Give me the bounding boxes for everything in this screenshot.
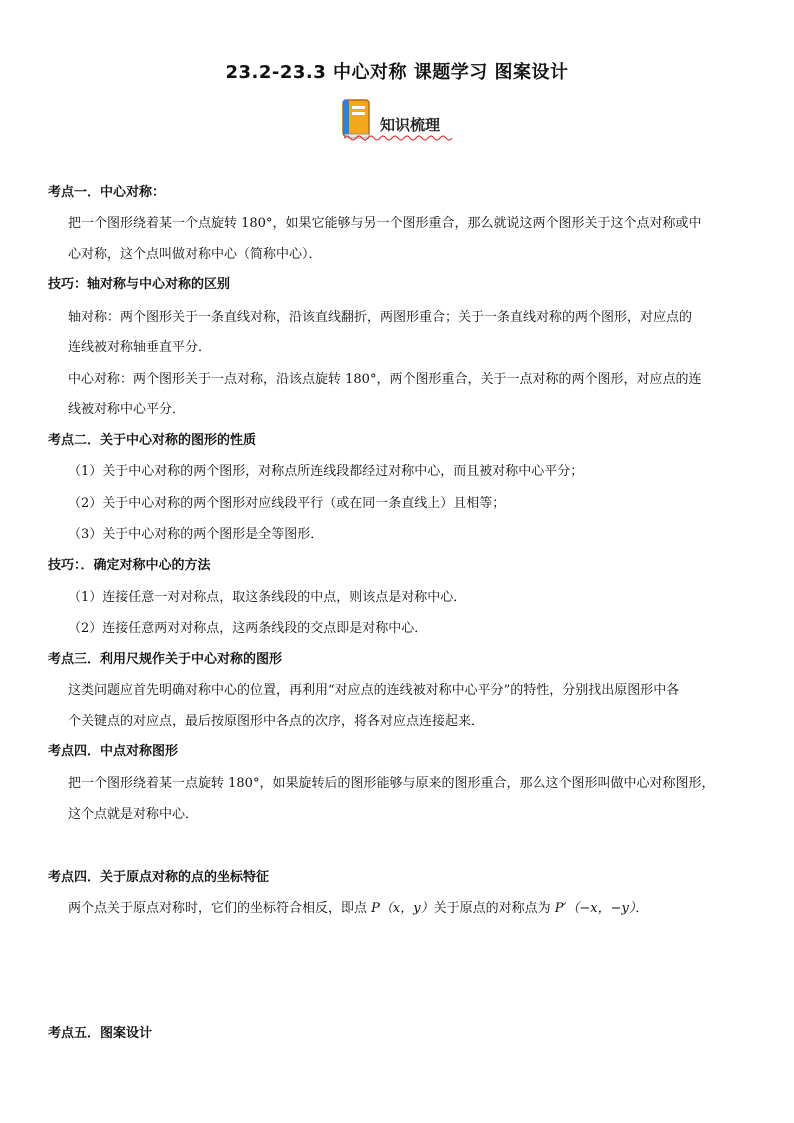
heading-k1: 考点一．中心对称：: [48, 185, 166, 200]
text-k3-line1: 这类问题应首先明确对称中心的位置，再利用“对应点的连线被对称中心平分”的特性，分别找出原图形中各: [68, 683, 680, 698]
heading-k2: 考点二．关于中心对称的图形的性质: [48, 433, 257, 448]
text-t2-item2: （2）连接任意两对对称点，这两条线段的交点即是对称中心．: [68, 621, 428, 636]
text-k2-item2: （2）关于中心对称的两个图形对应线段平行（或在同一条直线上）且相等；: [68, 496, 506, 511]
page-title: 23.2-23.3 中心对称 课题学习 图案设计: [225, 62, 569, 83]
text-t1-line3: 中心对称：两个图形关于一点对称，沿该点旋转 180°，两个图形重合，关于一点对称的两个图形，对应点的连: [68, 372, 702, 387]
text-k1-line2: 心对称，这个点叫做对称中心（简称中心）．: [68, 247, 322, 262]
heading-k4b: 考点四．关于原点对称的点的坐标特征: [48, 870, 270, 885]
text-k4b-part-c: ．: [635, 901, 649, 916]
text-k4b-part-a: 两个点关于原点对称时，它们的坐标符合相反，即点: [68, 901, 372, 916]
text-k4b-part-b: 关于原点的对称点为: [433, 901, 555, 916]
text-k4-line2: 这个点就是对称中心．: [68, 807, 199, 822]
math-point-p-prime: P′（−x，−y）: [554, 901, 636, 916]
heading-k3: 考点三．利用尺规作关于中心对称的图形: [48, 652, 283, 667]
text-k1-line1: 把一个图形绕着某一个点旋转 180°，如果它能够与另一个图形重合，那么就说这两个图形关于这个点对称或中: [68, 216, 702, 231]
text-t1-line1: 轴对称：两个图形关于一条直线对称，沿该直线翻折，两图形重合；关于一条直线对称的两个图形，对应点的: [68, 310, 693, 325]
banner-label: 知识梳理: [380, 116, 441, 134]
text-t1-line2: 连线被对称轴垂直平分．: [68, 340, 212, 355]
text-k4b-line1: [68, 900, 648, 918]
heading-t2: 技巧：．确定对称中心的方法: [48, 558, 211, 573]
text-k3-line2: 个关键点的对应点，最后按原图形中各点的次序，将各对应点连接起来．: [68, 714, 485, 729]
heading-k4: 考点四．中点对称图形: [48, 744, 179, 759]
text-t2-item1: （1）连接任意一对对称点，取这条线段的中点，则该点是对称中心．: [68, 590, 467, 605]
math-point-p: P（x，y）: [371, 901, 434, 916]
heading-t1: 技巧：轴对称与中心对称的区别: [48, 277, 231, 292]
text-k2-item3: （3）关于中心对称的两个图形是全等图形．: [68, 527, 324, 542]
wavy-underline: [344, 134, 454, 142]
text-k4-line1: 把一个图形绕着某一点旋转 180°，如果旋转后的图形能够与原来的图形重合，那么这个图形叫做中心对称图形，: [68, 776, 715, 791]
section-banner: [340, 98, 470, 142]
text-k2-item1: （1）关于中心对称的两个图形，对称点所连线段都经过对称中心，而且被对称中心平分；: [68, 464, 584, 479]
text-t1-line4: 线被对称中心平分．: [68, 402, 186, 417]
heading-k5: 考点五．图案设计: [48, 1026, 153, 1041]
